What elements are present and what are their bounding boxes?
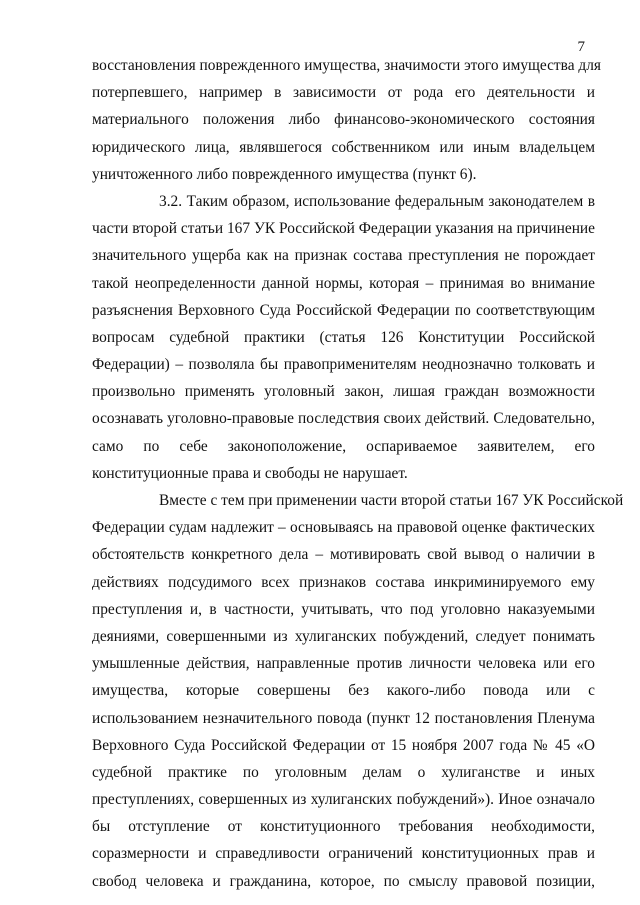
text-line: бы отступление от конституционного требования необходимости, — [92, 818, 595, 836]
text-line: Федерации судам надлежит – основываясь на правовой оценке фактических — [92, 519, 595, 537]
text-line: уничтоженного либо поврежденного имущества (пункт 6). — [92, 165, 477, 183]
text-line: Вместе с тем при применении части второй статьи 167 УК Российской — [159, 492, 624, 509]
text-line: судебной практике по уголовным делам о хулиганстве и иных — [92, 763, 595, 781]
text-line: умышленные действия, направленные против личности человека или его — [92, 655, 595, 673]
text-line: осознавать уголовно-правовые последствия своих действий. Следовательно, — [92, 410, 595, 428]
text-line: использованием незначительного повода (пункт 12 постановления Пленума — [92, 709, 595, 727]
document-text-body — [92, 57, 624, 900]
text-line: свобод человека и гражданина, которое, по смыслу правовой позиции, — [92, 872, 595, 890]
text-line: само по себе законоположение, оспариваемое заявителем, его — [92, 437, 595, 455]
text-line: вопросам судебной практики (статья 126 Конституции Российской — [92, 328, 595, 346]
text-line: преступления и, в частности, учитывать, что под уголовно наказуемыми — [92, 600, 595, 618]
text-line: юридического лица, являвшегося собственником или иным владельцем — [92, 138, 595, 156]
text-line: соразмерности и справедливости ограничений конституционных прав и — [92, 845, 595, 863]
text-line: конституционные права и свободы не нарушает. — [92, 464, 408, 482]
text-line: 3.2. Таким образом, использование федеральным законодателем в — [159, 192, 595, 210]
text-line: деяниями, совершенными из хулиганских побуждений, следует понимать — [92, 627, 595, 645]
text-line: действиях подсудимого всех признаков состава инкриминируемого ему — [92, 573, 595, 591]
text-line: восстановления поврежденного имущества, значимости этого имущества для — [92, 57, 601, 74]
text-line: обстоятельств конкретного дела – мотивировать свой вывод о наличии в — [92, 546, 595, 564]
text-line: части второй статьи 167 УК Российской Федерации указания на причинение — [92, 220, 595, 238]
text-line: произвольно применять уголовный закон, лишая граждан возможности — [92, 383, 595, 401]
text-line: такой неопределенности данной нормы, которая – принимая во внимание — [92, 274, 595, 292]
text-line: преступлениях, совершенных из хулиганских побуждений»). Иное означало — [92, 791, 595, 809]
page-number: 7 — [577, 39, 585, 55]
text-line: потерпевшего, например в зависимости от рода его деятельности и — [92, 84, 595, 102]
text-line: значительного ущерба как на признак состава преступления не порождает — [92, 247, 595, 265]
text-line: Федерации) – позволяла бы правоприменителям неоднозначно толковать и — [92, 356, 595, 374]
text-line: разъяснения Верховного Суда Российской Федерации по соответствующим — [92, 301, 595, 319]
text-line: имущества, которые совершены без какого-либо повода или с — [92, 682, 595, 700]
text-line: Верховного Суда Российской Федерации от 15 ноября 2007 года № 45 «О — [92, 736, 595, 754]
text-line: материального положения либо финансово-экономического состояния — [92, 111, 595, 129]
